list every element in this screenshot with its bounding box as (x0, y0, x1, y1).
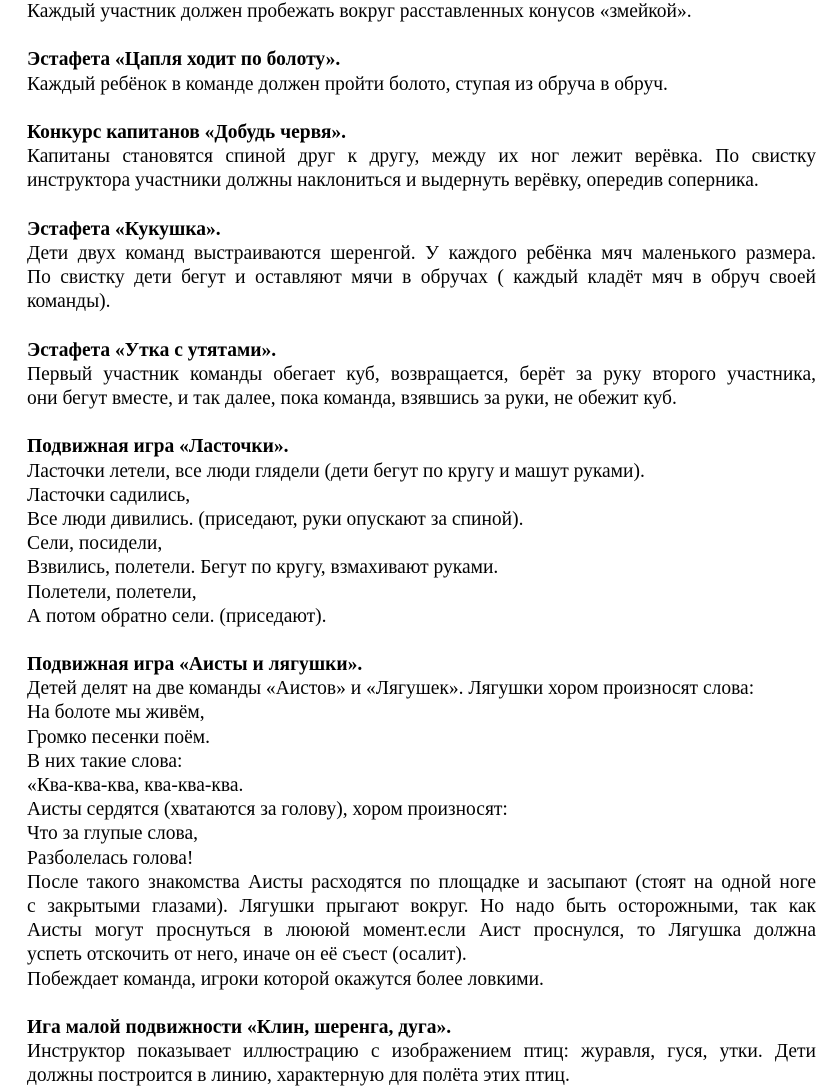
duck-relay-title: Эстафета «Утка с утятами». (27, 339, 277, 361)
swallows-verse-line: А потом обратно сели. (приседают). (27, 605, 327, 627)
storks-result-line: Побеждает команда, игроки которой окажутся более ловкими. (27, 968, 544, 990)
spacer (27, 411, 816, 435)
swallows-verse-line: Сели, посидели, (27, 533, 163, 555)
storks-text-line: Аисты сердятся (хватаются за голову), хором произносят: (27, 799, 508, 821)
heron-relay-text: Каждый ребёнок в команде должен пройти болото, ступая из обруча в обруч. (27, 73, 668, 95)
storks-verse-line: На болоте мы живём, (27, 702, 205, 724)
captains-contest-title: Конкурс капитанов «Добудь червя». (27, 121, 347, 143)
spacer (27, 24, 816, 48)
storks-rules-line-2: с закрытыми глазами). Лягушки прыгают вокруг. Но надо быть осторожными, так как (27, 895, 816, 917)
wedge-game-text-line-2: должны построится в линию, характерную для полёта этих птиц. (27, 1065, 570, 1087)
intro-text: Каждый участник должен пробежать вокруг расставленных конусов «змейкой». (27, 1, 692, 22)
storks-verse-line: Что за глупые слова, (27, 823, 198, 845)
storks-text-line: Детей делят на две команды «Аистов» и «Лягушек». Лягушки хором произносят слова: (27, 678, 755, 700)
spacer (27, 97, 816, 121)
swallows-verse-line: Ласточки летели, все люди глядели (дети бегут по кругу и машут руками). (27, 460, 645, 482)
document-page (27, 0, 816, 1088)
storks-verse-line: «Ква-ква-ква, ква-ква-ква. (27, 775, 244, 796)
spacer (27, 992, 816, 1016)
storks-verse-line: В них такие слова: (27, 750, 183, 772)
swallows-game-title: Подвижная игра «Ласточки». (27, 436, 289, 458)
spacer (27, 629, 816, 653)
swallows-verse-line: Ласточки садились, (27, 484, 191, 506)
wedge-game-text-line-1: Инструктор показывает иллюстрацию с изображением птиц: журавля, гуся, утки. Дети (27, 1041, 816, 1063)
swallows-verse-line: Полетели, полетели, (27, 581, 197, 603)
duck-relay-text-line-1: Первый участник команды обегает куб, возвращается, берёт за руку второго участника, (27, 363, 816, 385)
cuckoo-relay-text-line-3: команды). (27, 291, 111, 313)
wedge-game-title: Ига малой подвижности «Клин, шеренга, дуга». (27, 1016, 452, 1038)
swallows-verse-line: Все люди дивились. (приседают, руки опускают за спиной). (27, 508, 524, 530)
swallows-verse-line: Взвились, полетели. Бегут по кругу, взмахивают руками. (27, 557, 499, 579)
heron-relay-title: Эстафета «Цапля ходит по болоту». (27, 49, 341, 71)
cuckoo-relay-title: Эстафета «Кукушка». (27, 218, 221, 240)
captains-contest-text-line-2: инструктора участники должны наклониться и выдернуть верёвку, опередив соперника. (27, 170, 759, 192)
storks-verse-line: Громко песенки поём. (27, 726, 211, 748)
cuckoo-relay-text-line-2: По свистку дети бегут и оставляют мячи в обручах ( каждый кладёт мяч в обруч своей (27, 267, 816, 289)
captains-contest-text-line-1: Капитаны становятся спиной друг к другу, между их ног лежит верёвка. По свистку (27, 146, 816, 168)
storks-rules-line-3: Аисты могут проснуться в люююй момент.если Аист проснулся, то Лягушка должна (27, 920, 816, 942)
storks-rules-line-1: После такого знакомства Аисты расходятся по площадке и засыпают (стоят на одной ноге (27, 871, 816, 893)
spacer (27, 314, 816, 338)
duck-relay-text-line-2: они бегут вместе, и так далее, пока команда, взявшись за руки, не обежит куб. (27, 388, 677, 409)
storks-game-title: Подвижная игра «Аисты и лягушки». (27, 654, 363, 676)
cuckoo-relay-text-line-1: Дети двух команд выстраиваются шеренгой. У каждого ребёнка мяч маленького размера. (27, 242, 816, 264)
spacer (27, 194, 816, 218)
storks-verse-line: Разболелась голова! (27, 847, 194, 869)
storks-rules-line-4: успеть отскочить от него, иначе он её съест (осалит). (27, 944, 467, 966)
